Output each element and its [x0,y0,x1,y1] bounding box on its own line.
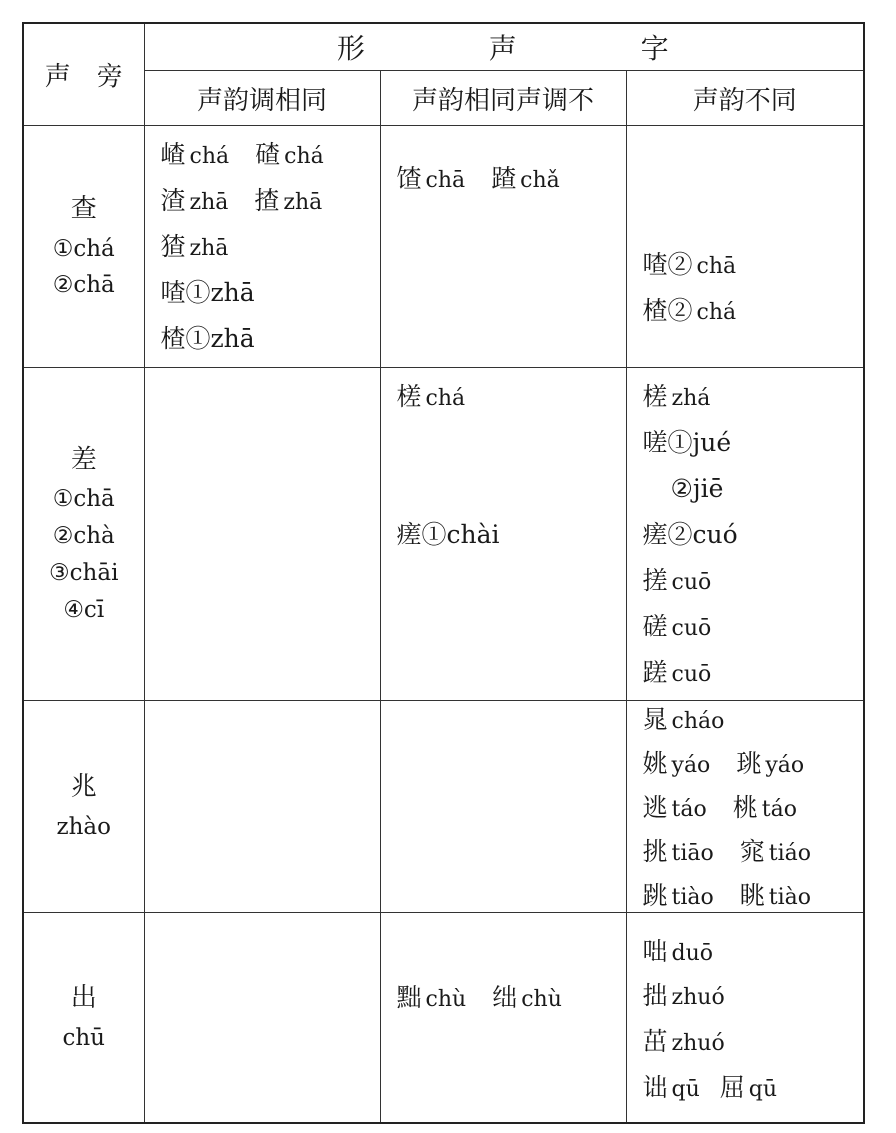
table-row [23,701,864,913]
radical-reading: ①chá [52,235,115,262]
entry-pinyin: yáo [671,753,711,778]
entry-char: ②jiē [670,474,724,503]
cell-different [626,368,864,701]
entry-pinyin: qū [748,1077,778,1102]
xingsheng-header-char-1: 形 [336,32,367,65]
cell-same [144,368,380,701]
radical-char: 差 [70,444,97,475]
entry-pinyin: cuō [671,570,712,595]
radical-char: 出 [70,983,97,1014]
cell-same [144,701,380,913]
entry-char: 咄 [642,937,668,966]
radical-reading: zhào [56,813,111,840]
table-row [23,126,864,368]
entry-char: 猹 [160,232,186,261]
list-item [643,566,712,596]
list-item [643,793,797,823]
list-item [397,520,500,550]
entry-pinyin: chá [284,144,324,169]
entry-char: 晁 [642,705,668,734]
entry-pinyin: chù [521,987,562,1012]
entry-char: 瘥①chài [396,520,500,549]
list-item [161,140,324,170]
entry-char: 拙 [642,981,668,1010]
list-item [397,382,466,412]
entry-char: 喳①zhā [160,278,255,307]
entry-pinyin: cuō [671,662,712,687]
entry-pinyin: zhá [671,386,711,411]
entry-pinyin: zhā [283,190,323,215]
radical-char: 兆 [70,772,97,803]
cell-same [144,913,380,1124]
entry-pinyin: zhā [189,236,229,261]
list-item [643,981,725,1011]
entry-char: 搓 [642,566,668,595]
list-item [643,520,738,550]
list-item [161,324,255,354]
entry-pinyin: cháo [671,709,725,734]
entry-pinyin: cuō [671,616,712,641]
table-row [23,913,864,1124]
list-item [643,250,737,280]
entry-pinyin: zhuó [671,985,725,1010]
entry-char: 蹅 [491,164,517,193]
entry-char: 馇 [396,164,422,193]
entry-pinyin: chá [696,300,737,325]
entry-pinyin: tiào [768,885,812,910]
radical-reading: ④cī [63,596,105,623]
list-item [397,983,562,1013]
list-item [643,749,805,779]
table-row [23,368,864,701]
entry-char: 姚 [642,749,668,778]
entry-char: 窕 [739,837,765,866]
subheader-different: 声韵不同 [626,71,864,126]
entry-char: 跳 [642,881,668,910]
radical-cell [23,368,144,701]
entry-char: 桃 [732,793,758,822]
cell-different [626,126,864,368]
cell-tone-differs [380,701,626,913]
radical-cell [23,913,144,1124]
entry-char: 渣 [160,186,186,215]
entry-char: 楂①zhā [160,324,255,353]
entry-char: 逃 [642,793,668,822]
radical-char: 查 [70,193,97,224]
list-item [161,232,229,262]
subheader-tone-differs: 声韵相同声调不 [380,71,626,126]
entry-pinyin: tiāo [671,841,714,866]
entry-pinyin: chá [425,386,466,411]
xingsheng-header [144,23,864,71]
radical-cell [23,126,144,368]
cell-different [626,701,864,913]
radical-cell [23,701,144,913]
list-item [397,164,560,194]
entry-char: 揸 [254,186,280,215]
entry-pinyin: táo [761,797,797,822]
list-item [161,186,323,216]
radical-header [23,23,144,126]
list-item [643,658,712,688]
xingsheng-header-char-2: 声 [488,32,519,65]
list-item [643,937,714,967]
entry-pinyin: yáo [765,753,805,778]
xingsheng-table [22,22,865,1124]
entry-char: 茁 [642,1027,668,1056]
cell-different [626,913,864,1124]
list-item [643,382,711,412]
entry-pinyin: chù [425,987,467,1012]
entry-char: 磋 [642,612,668,641]
entry-char: 碴 [255,140,281,169]
entry-pinyin: chǎ [520,168,560,193]
radical-reading: ③chāi [49,559,119,586]
cell-tone-differs [380,126,626,368]
entry-pinyin: zhuó [671,1031,725,1056]
entry-pinyin: tiáo [768,841,812,866]
entry-pinyin: qū [671,1077,700,1102]
list-item [643,705,725,735]
entry-char: 诎 [642,1073,668,1102]
radical-header-label: 声 旁 [44,62,123,92]
radical-reading: ②chà [52,523,115,549]
list-item [643,1073,778,1103]
entry-char: 绌 [492,983,518,1012]
list-item [643,881,812,911]
xingsheng-header-char-3: 字 [640,32,671,65]
cell-tone-differs [380,368,626,701]
entry-char: 黜 [396,983,422,1012]
entry-pinyin: tiào [671,885,714,910]
radical-reading: ②chā [52,272,115,299]
list-item [643,296,737,326]
radical-reading: chū [62,1024,105,1051]
cell-same [144,126,380,368]
cell-tone-differs [380,913,626,1124]
radical-reading: ①chā [52,486,115,513]
entry-char: 喳② [642,250,693,279]
entry-pinyin: chá [189,144,230,169]
entry-pinyin: chā [696,254,737,279]
list-item [671,474,724,504]
list-item [643,1027,725,1057]
entry-char: 槎 [396,382,422,411]
entry-pinyin: zhā [189,190,229,215]
subheader-same: 声韵调相同 [144,71,380,126]
entry-char: 珧 [736,749,762,778]
entry-char: 嵖 [160,140,186,169]
entry-char: 眺 [739,881,765,910]
entry-char: 槎 [642,382,668,411]
entry-pinyin: táo [671,797,707,822]
list-item [643,428,732,458]
entry-char: 楂② [642,296,693,325]
list-item [643,612,712,642]
entry-char: 嗟①jué [642,428,732,457]
entry-char: 屈 [719,1073,745,1102]
entry-char: 蹉 [642,658,668,687]
entry-char: 瘥②cuó [642,520,738,549]
entry-pinyin: duō [671,941,714,966]
entry-char: 挑 [642,837,668,866]
list-item [161,278,255,308]
list-item [643,837,812,867]
entry-pinyin: chā [425,168,466,193]
